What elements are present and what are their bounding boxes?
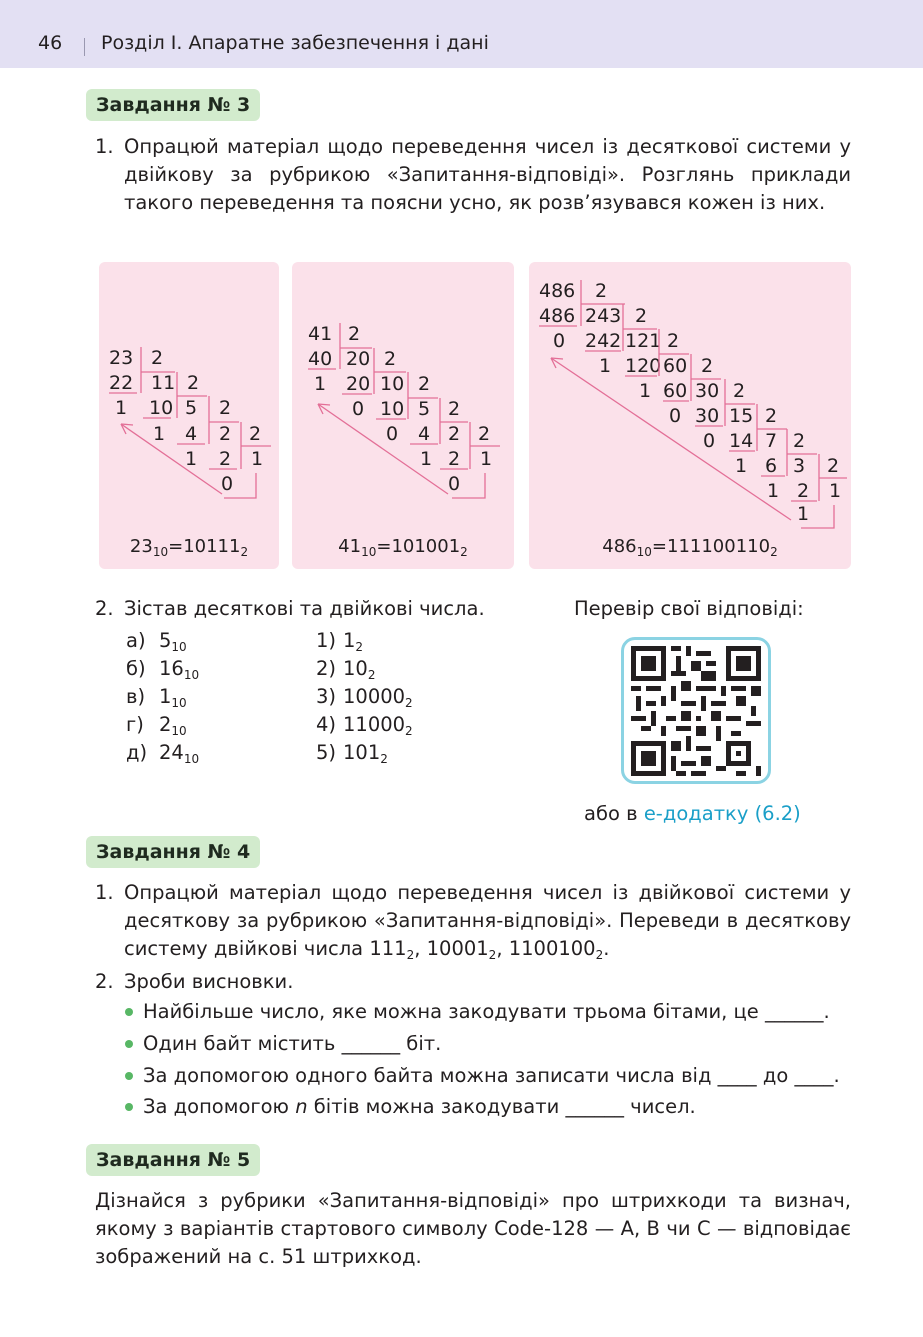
svg-text:5: 5	[185, 397, 198, 419]
svg-text:2: 2	[219, 423, 232, 445]
svg-text:11: 11	[151, 372, 176, 394]
svg-text:2: 2	[448, 448, 461, 470]
svg-text:1: 1	[735, 455, 748, 477]
svg-text:0: 0	[553, 330, 566, 352]
match-decimal: $24_{10}$	[159, 741, 200, 766]
match-decimal: $2_{10}$	[159, 713, 187, 738]
svg-text:5: 5	[418, 398, 431, 420]
division-diagram-23	[99, 262, 279, 569]
task4-item2-text: Зроби висновки.	[124, 970, 294, 993]
svg-text:2: 2	[219, 448, 232, 470]
division-ladder-486	[529, 262, 851, 532]
svg-text:14: 14	[729, 430, 754, 452]
match-letter: г)	[126, 713, 144, 736]
svg-text:1: 1	[115, 397, 128, 419]
svg-text:2: 2	[733, 380, 746, 402]
match-decimal: $1_{10}$	[159, 685, 187, 710]
division-diagram-486	[529, 262, 851, 569]
task3-title: Завдання № 3	[86, 89, 260, 121]
match-letter: а)	[126, 629, 146, 652]
task3-item2-number: 2.	[95, 597, 114, 620]
match-binary: $11000_2$	[343, 713, 413, 738]
match-number: 1)	[316, 629, 337, 652]
conclusion-bullet: За допомогою одного байта можна записати числа від ____ до ____.	[143, 1064, 840, 1087]
svg-text:2: 2	[667, 330, 680, 352]
svg-text:0: 0	[703, 430, 716, 452]
task3-item1-text: Опрацюй матеріал щодо переведення чисел із десяткової системи у двійкову за рубрикою «Запитання-відповіді». Розглянь приклади такого переведення та поясни усно, як розв’язувався кожен із них.	[124, 135, 851, 214]
match-number: 4)	[316, 713, 337, 736]
svg-text:2: 2	[448, 423, 461, 445]
svg-text:2: 2	[827, 455, 840, 477]
task3-item2-text: Зістав десяткові та двійкові числа.	[124, 597, 485, 620]
svg-text:2: 2	[249, 423, 262, 445]
svg-text:22: 22	[109, 372, 134, 394]
svg-text:2: 2	[478, 423, 491, 445]
header-divider	[84, 38, 85, 56]
svg-text:1: 1	[153, 423, 166, 445]
svg-text:1: 1	[251, 448, 264, 470]
svg-text:4: 4	[185, 423, 198, 445]
svg-text:23: 23	[109, 347, 134, 369]
svg-text:10: 10	[380, 373, 405, 395]
check-answers-label: Перевір свої відповіді:	[574, 597, 804, 620]
svg-text:60: 60	[663, 380, 688, 402]
svg-text:2: 2	[187, 372, 200, 394]
match-binary: $10000_2$	[343, 685, 413, 710]
svg-text:1: 1	[420, 448, 433, 470]
svg-text:2: 2	[448, 398, 461, 420]
task4-item1-number: 1.	[95, 881, 114, 904]
svg-text:2: 2	[635, 305, 648, 327]
svg-text:60: 60	[663, 355, 688, 377]
svg-text:2: 2	[219, 397, 232, 419]
svg-text:2: 2	[765, 405, 778, 427]
svg-text:243: 243	[585, 305, 622, 327]
match-letter: б)	[126, 657, 146, 680]
svg-text:3: 3	[793, 455, 806, 477]
svg-text:1: 1	[639, 380, 652, 402]
svg-text:20: 20	[346, 373, 371, 395]
svg-text:0: 0	[669, 405, 682, 427]
svg-text:120: 120	[625, 355, 662, 377]
formula-23: $23_{10}=10111_2$	[129, 536, 249, 559]
qr-code-icon	[631, 646, 761, 776]
svg-text:30: 30	[695, 405, 720, 427]
task4-item2-number: 2.	[95, 970, 114, 993]
svg-text:1: 1	[599, 355, 612, 377]
svg-text:4: 4	[418, 423, 431, 445]
svg-text:486: 486	[539, 280, 576, 302]
bullet-icon	[125, 1103, 133, 1111]
svg-text:1: 1	[185, 448, 198, 470]
match-letter: д)	[126, 741, 148, 764]
svg-text:1: 1	[797, 503, 810, 525]
svg-text:0: 0	[352, 398, 365, 420]
svg-text:486: 486	[539, 305, 576, 327]
match-number: 5)	[316, 741, 337, 764]
svg-text:10: 10	[149, 397, 174, 419]
task5-title: Завдання № 5	[86, 1144, 260, 1176]
svg-text:2: 2	[418, 373, 431, 395]
svg-text:1: 1	[314, 373, 327, 395]
svg-text:2: 2	[797, 480, 810, 502]
edodatok-line: або в е-додатку (6.2)	[584, 802, 801, 825]
svg-text:2: 2	[793, 430, 806, 452]
svg-text:1: 1	[829, 480, 842, 502]
svg-text:15: 15	[729, 405, 754, 427]
division-diagram-41	[292, 262, 514, 569]
svg-text:20: 20	[346, 348, 371, 370]
svg-text:0: 0	[221, 473, 234, 495]
svg-text:1: 1	[767, 480, 780, 502]
match-number: 2)	[316, 657, 337, 680]
svg-text:41: 41	[308, 323, 333, 345]
svg-text:121: 121	[625, 330, 662, 352]
bullet-icon	[125, 1072, 133, 1080]
bullet-icon	[125, 1008, 133, 1016]
svg-text:7: 7	[765, 430, 778, 452]
conclusion-bullet: За допомогою n бітів можна закодувати ______ чисел.	[143, 1095, 696, 1118]
svg-text:6: 6	[765, 455, 778, 477]
edodatok-link[interactable]: е-додатку (6.2)	[643, 802, 801, 825]
svg-text:2: 2	[151, 347, 164, 369]
task5-text: Дізнайся з рубрики «Запитання-відповіді» про штрихкоди та визнач, якому з варіантів стартового символу Code-128 — A, B чи C — відповідає зображений на с. 51 штрихкод.	[95, 1189, 851, 1268]
task3-item1-number: 1.	[95, 135, 114, 158]
svg-text:10: 10	[380, 398, 405, 420]
formula-41: $41_{10}=101001_2$	[338, 536, 468, 559]
conclusion-bullet: Один байт містить ______ біт.	[143, 1032, 442, 1055]
formula-486: $486_{10}=111100110_2$	[602, 536, 778, 559]
bullet-icon	[125, 1040, 133, 1048]
match-letter: в)	[126, 685, 146, 708]
match-decimal: $16_{10}$	[159, 657, 200, 682]
svg-text:0: 0	[386, 423, 399, 445]
task4-item1-text: Опрацюй матеріал щодо переведення чисел із двійкової системи у десяткову за рубрикою «Запитання-відповіді». Переведи в десяткову систему двійкові числа $111_2$, $10001_2$, $1100100_2$.	[124, 881, 851, 962]
svg-text:242: 242	[585, 330, 622, 352]
task4-title: Завдання № 4	[86, 836, 260, 868]
division-ladder-23	[99, 262, 279, 522]
qr-code[interactable]	[621, 637, 771, 784]
page-number: 46	[38, 32, 63, 54]
match-number: 3)	[316, 685, 337, 708]
svg-text:40: 40	[308, 348, 333, 370]
svg-text:1: 1	[480, 448, 493, 470]
svg-text:2: 2	[384, 348, 397, 370]
match-binary: $10_2$	[343, 657, 376, 682]
match-binary: $101_2$	[343, 741, 388, 766]
svg-text:2: 2	[348, 323, 361, 345]
svg-text:2: 2	[701, 355, 714, 377]
match-decimal: $5_{10}$	[159, 629, 187, 654]
conclusion-bullet: Найбільше число, яке можна закодувати трьома бітами, це ______.	[143, 1000, 830, 1023]
svg-text:2: 2	[595, 280, 608, 302]
division-ladder-41	[292, 262, 514, 522]
svg-text:0: 0	[448, 473, 461, 495]
chapter-title: Розділ І. Апаратне забезпечення і дані	[101, 32, 489, 54]
svg-text:30: 30	[695, 380, 720, 402]
match-binary: $1_2$	[343, 629, 364, 654]
